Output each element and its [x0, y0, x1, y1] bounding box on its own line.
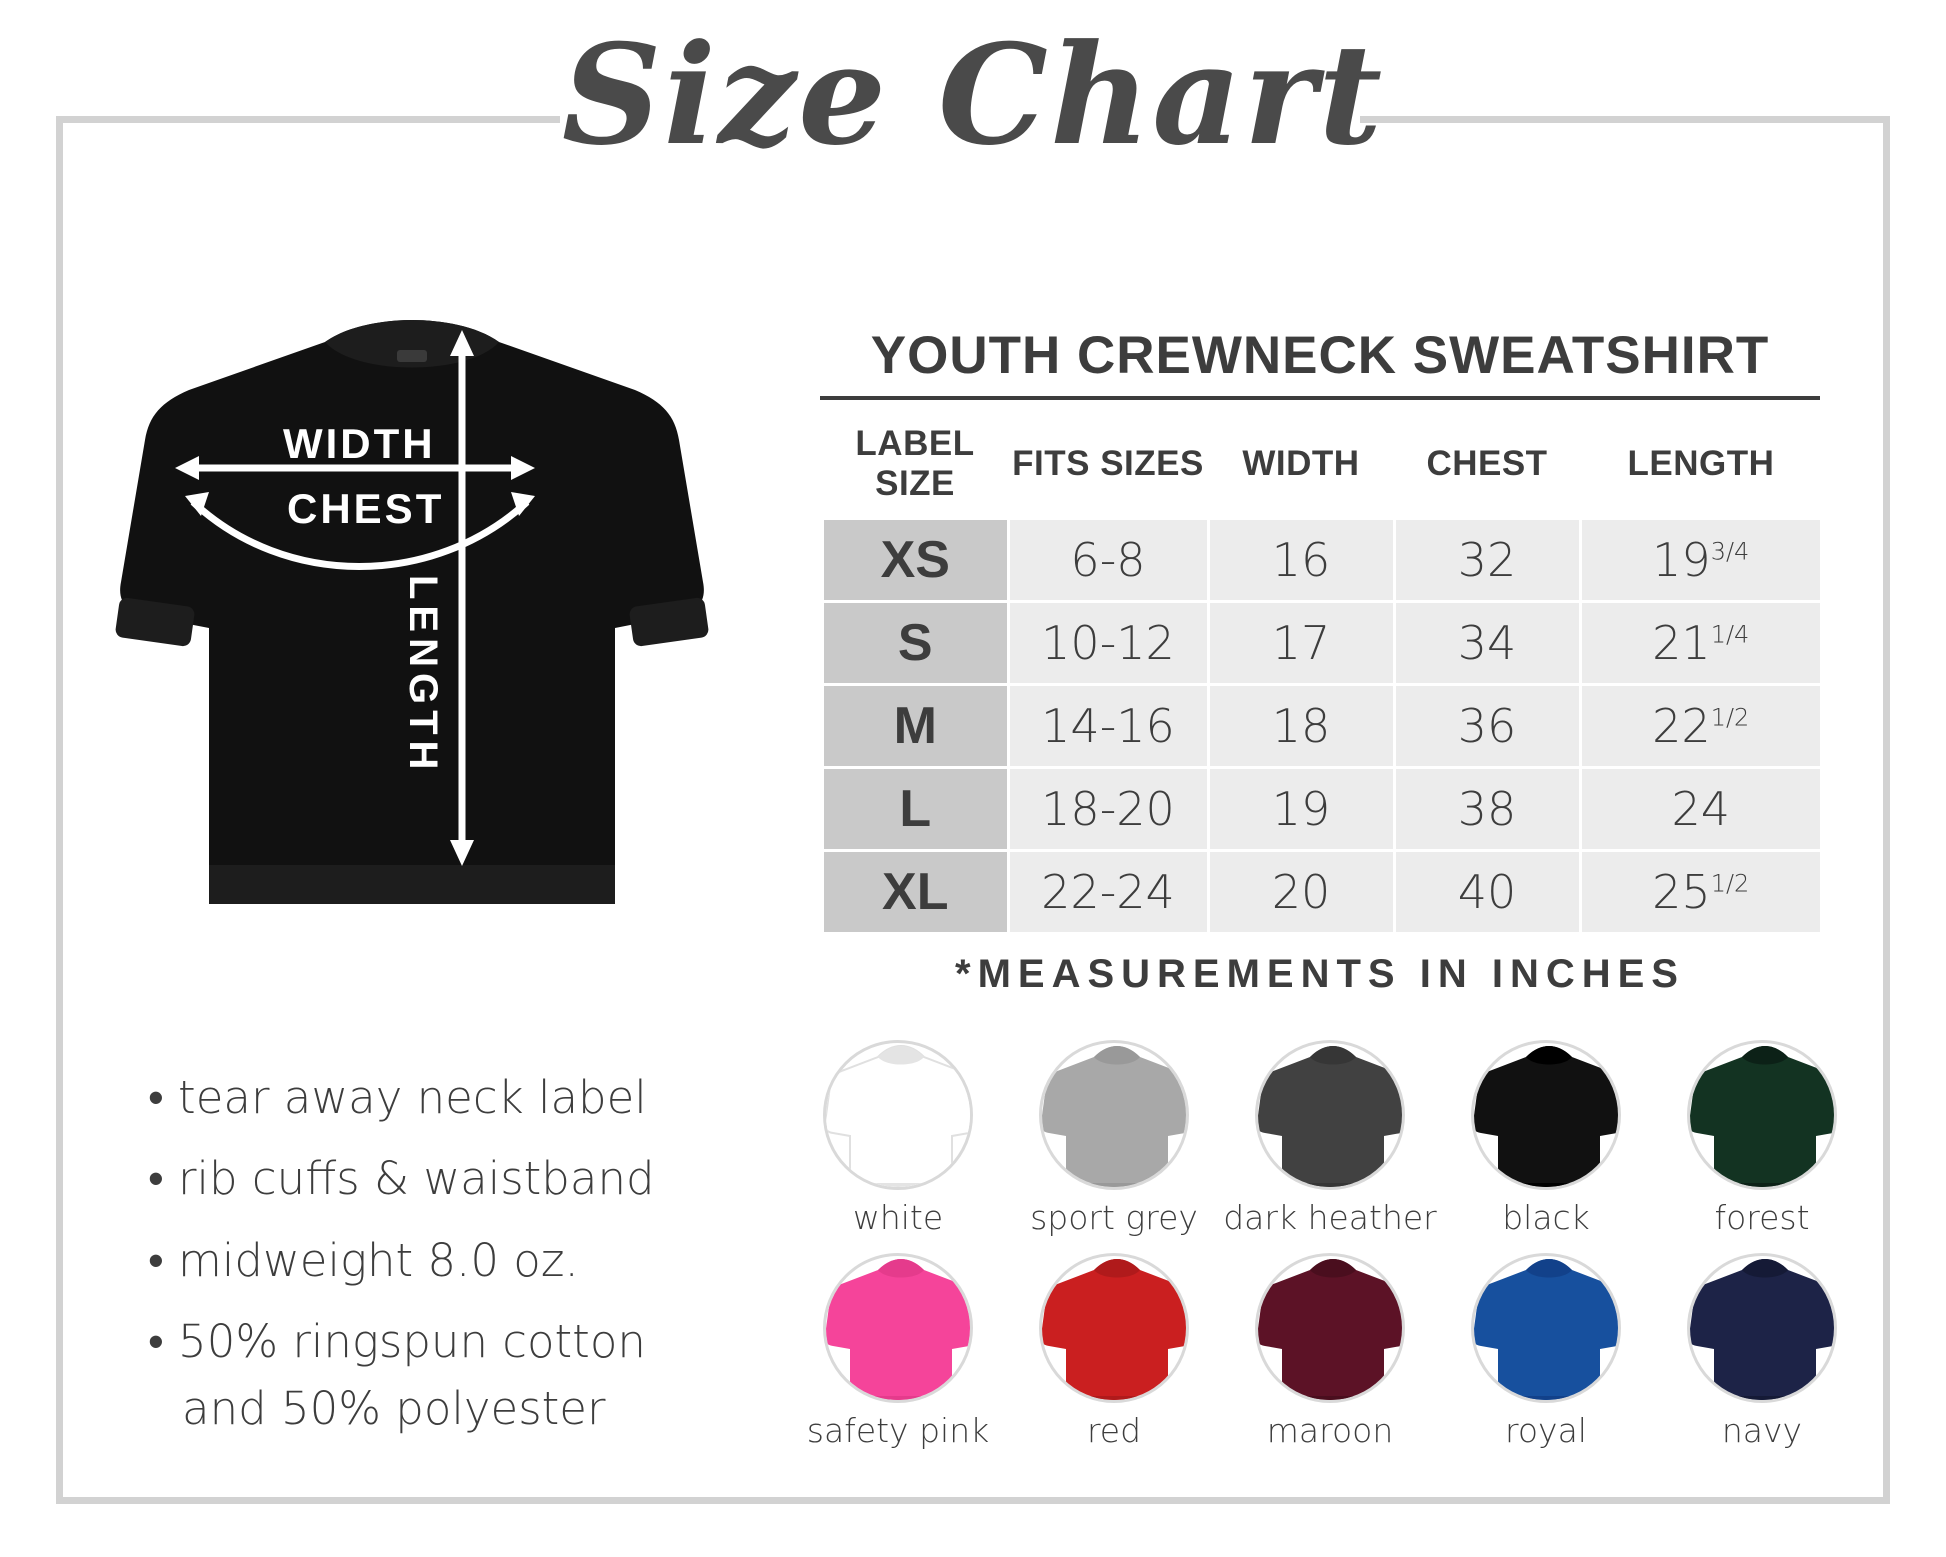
swatch-label: safety pink	[806, 1411, 990, 1450]
swatch-label: red	[1086, 1411, 1142, 1450]
list-item: • midweight 8.0 oz.	[148, 1233, 579, 1287]
diagram-length-label: LENGTH	[401, 575, 445, 776]
swatch-label: white	[852, 1198, 944, 1237]
cell-fits-sizes: 22-24	[1008, 851, 1208, 935]
cell-width: 16	[1208, 518, 1394, 602]
cell-fits-sizes: 6-8	[1008, 518, 1208, 602]
feature-list	[148, 1065, 708, 1457]
swatch-circle	[1687, 1040, 1837, 1190]
cell-label-size: XS	[822, 518, 1008, 602]
sweatshirt-swatch-icon	[826, 1256, 973, 1403]
column-header-chest: CHEST	[1426, 444, 1548, 483]
color-swatch-grid	[790, 1040, 1870, 1466]
sweatshirt-swatch-icon	[1474, 1043, 1621, 1190]
color-swatch-white[interactable]	[790, 1040, 1006, 1237]
table-row	[822, 851, 1822, 935]
color-swatch-black[interactable]	[1438, 1040, 1654, 1237]
cell-fits-sizes: 14-16	[1008, 685, 1208, 768]
list-item: • 50% ringspun cotton	[148, 1314, 646, 1368]
cell-width: 17	[1208, 602, 1394, 685]
cell-label-size: M	[822, 685, 1008, 768]
cell-chest: 40	[1394, 851, 1580, 935]
cell-length: $22^{1/2}$	[1580, 685, 1822, 768]
sweatshirt-swatch-icon	[1042, 1256, 1189, 1403]
color-swatch-sport-grey[interactable]	[1006, 1040, 1222, 1237]
swatch-label: maroon	[1266, 1411, 1394, 1450]
swatch-circle	[1255, 1040, 1405, 1190]
swatch-label: dark heather	[1223, 1198, 1437, 1237]
sweatshirt-diagram	[115, 320, 710, 1040]
table-row	[822, 602, 1822, 685]
color-swatch-red[interactable]	[1006, 1253, 1222, 1450]
sweatshirt-swatch-icon	[1258, 1043, 1405, 1190]
swatch-circle	[823, 1253, 973, 1403]
sweatshirt-swatch-icon	[1690, 1256, 1837, 1403]
cell-fits-sizes: 18-20	[1008, 768, 1208, 851]
swatch-circle	[823, 1040, 973, 1190]
list-item: • rib cuffs & waistband	[148, 1152, 655, 1206]
color-swatch-maroon[interactable]	[1222, 1253, 1438, 1450]
swatch-circle	[1471, 1253, 1621, 1403]
color-swatch-royal[interactable]	[1438, 1253, 1654, 1450]
column-header-fits-sizes: FITS SIZES	[1012, 444, 1204, 483]
list-item-continued: and 50% polyester	[182, 1382, 606, 1435]
swatch-label: sport grey	[1030, 1198, 1198, 1237]
cell-width: 20	[1208, 851, 1394, 935]
swatch-circle	[1471, 1040, 1621, 1190]
cell-chest: 38	[1394, 768, 1580, 851]
cell-length: $19^{3/4}$	[1580, 518, 1822, 602]
list-item: • tear away neck label	[148, 1071, 647, 1124]
color-swatch-forest[interactable]	[1654, 1040, 1870, 1237]
swatch-label: navy	[1721, 1411, 1803, 1450]
table-row	[822, 518, 1822, 602]
color-swatch-dark-heather[interactable]	[1222, 1040, 1438, 1237]
cell-length: $21^{1/4}$	[1580, 602, 1822, 685]
table-row	[822, 685, 1822, 768]
page-title: Size Chart	[561, 13, 1385, 176]
sweatshirt-swatch-icon	[1690, 1043, 1837, 1190]
cell-width: 19	[1208, 768, 1394, 851]
cell-chest: 34	[1394, 602, 1580, 685]
table-row	[822, 768, 1822, 851]
size-table-title: YOUTH CREWNECK SWEATSHIRT	[820, 325, 1820, 400]
cell-fits-sizes: 10-12	[1008, 602, 1208, 685]
cell-length: $25^{1/2}$	[1580, 851, 1822, 935]
cell-chest: 36	[1394, 685, 1580, 768]
size-chart-table	[820, 418, 1824, 936]
sweatshirt-swatch-icon	[1258, 1256, 1405, 1403]
sweatshirt-swatch-icon	[826, 1043, 973, 1190]
column-header-length: LENGTH	[1627, 444, 1775, 483]
swatch-circle	[1039, 1253, 1189, 1403]
color-swatch-navy[interactable]	[1654, 1253, 1870, 1450]
cell-chest: 32	[1394, 518, 1580, 602]
column-header-label-size: LABEL SIZE	[855, 424, 975, 503]
sweatshirt-swatch-icon	[1042, 1043, 1189, 1190]
swatch-label: black	[1502, 1198, 1590, 1237]
color-swatch-safety-pink[interactable]	[790, 1253, 1006, 1450]
cell-label-size: L	[822, 768, 1008, 851]
diagram-width-label: WIDTH	[283, 420, 436, 467]
cell-label-size: XL	[822, 851, 1008, 935]
swatch-circle	[1687, 1253, 1837, 1403]
column-header-width: WIDTH	[1242, 444, 1360, 483]
diagram-chest-label: CHEST	[287, 485, 445, 532]
swatch-label: forest	[1714, 1198, 1810, 1237]
measurement-note: *MEASUREMENTS IN INCHES	[955, 952, 1685, 996]
cell-length: 24	[1580, 768, 1822, 851]
size-table-panel	[820, 325, 1820, 997]
cell-label-size: S	[822, 602, 1008, 685]
sweatshirt-swatch-icon	[1474, 1256, 1621, 1403]
swatch-label: royal	[1505, 1411, 1587, 1450]
cell-width: 18	[1208, 685, 1394, 768]
swatch-circle	[1039, 1040, 1189, 1190]
table-header-row	[822, 418, 1822, 518]
swatch-circle	[1255, 1253, 1405, 1403]
